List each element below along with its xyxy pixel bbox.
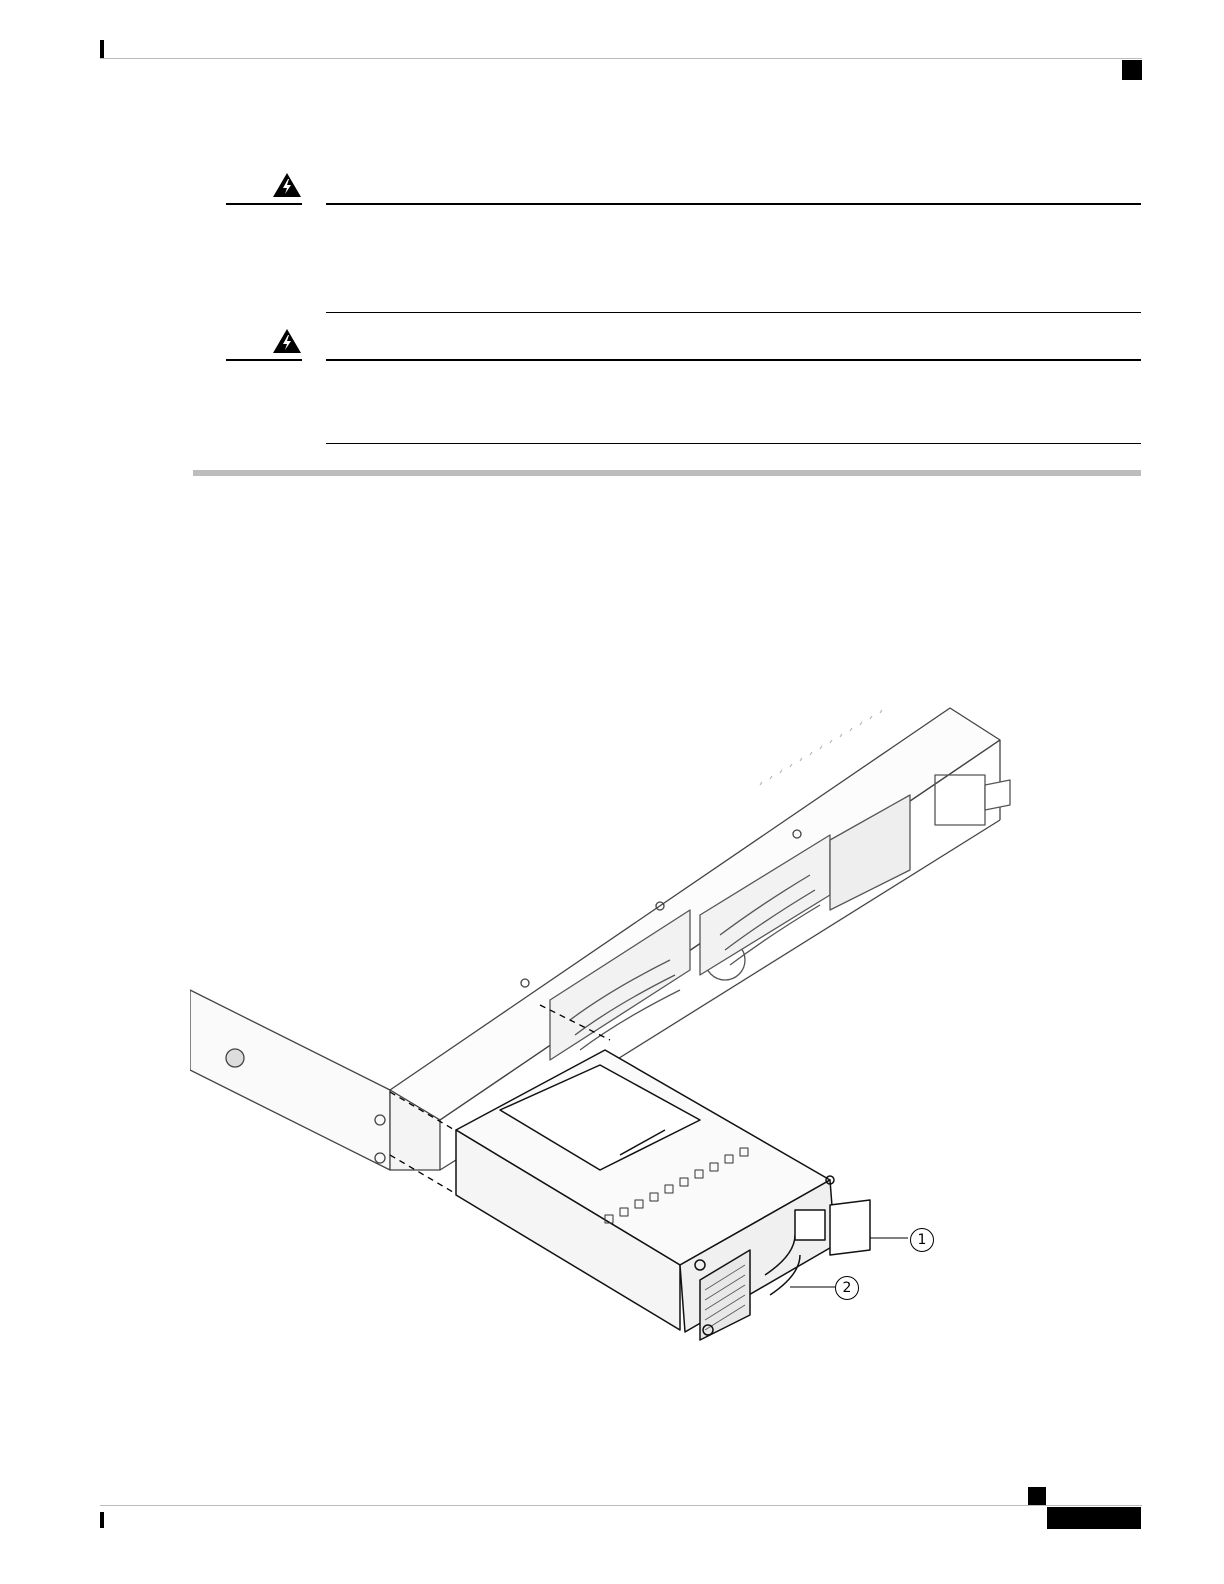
callout-2-number: 2 (842, 1280, 852, 1296)
warning-2-icon-rule (226, 359, 302, 361)
footer-page-tab (1028, 1487, 1046, 1505)
warning-2-top-rule (326, 359, 1141, 361)
warning-1-bottom-rule (326, 312, 1141, 313)
high-voltage-warning-icon (272, 328, 302, 354)
callout-2 (835, 1276, 859, 1300)
warning-1-top-rule (326, 203, 1141, 205)
warning-2-bottom-rule (326, 443, 1141, 444)
warning-1-icon-rule (226, 203, 302, 205)
header-right-block (1122, 60, 1142, 80)
callout-1 (910, 1228, 934, 1252)
header-rule (100, 58, 1142, 59)
footer-left-marker (100, 1512, 104, 1528)
header-left-marker (100, 40, 104, 58)
footer-page-number-box (1047, 1507, 1141, 1529)
section-separator (193, 470, 1141, 476)
footer-rule (100, 1505, 1142, 1506)
power-supply-module (456, 1050, 870, 1340)
power-supply-installation-figure (190, 700, 1030, 1350)
callout-1-number: 1 (917, 1232, 927, 1248)
high-voltage-warning-icon (272, 172, 302, 198)
